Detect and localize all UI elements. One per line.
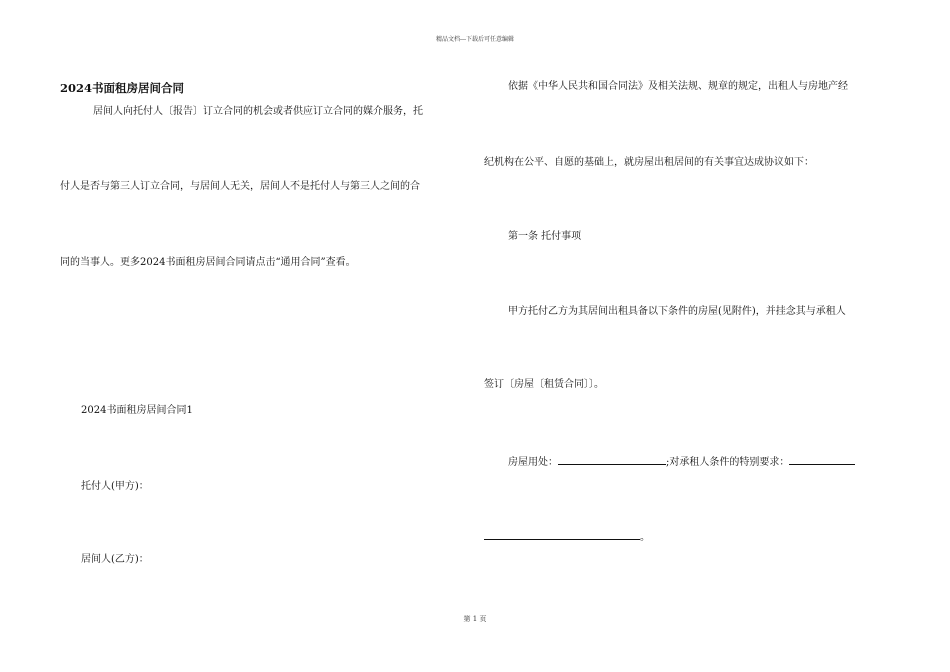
end-mark: 。	[640, 532, 650, 543]
usage-label: 房屋用处：	[508, 457, 558, 468]
basis-line-1: 依据《中华人民共和国合同法》及相关法规、规章的规定，出租人与房地产经	[508, 81, 848, 92]
basis-line-2: 纪机构在公平、自愿的基础上，就房屋出租居间的有关事宜达成协议如下：	[484, 157, 814, 168]
requirement-blank-field-2[interactable]	[484, 530, 640, 540]
requirement-blank-field-1[interactable]	[789, 455, 855, 465]
usage-line	[508, 455, 855, 470]
intro-paragraph-line-3: 同的当事人。更多2024书面租房居间合同请点击“通用合同”查看。	[60, 257, 356, 268]
page-number: 第 1 页	[463, 615, 487, 623]
document-title: 2024书面租房居间合同	[60, 81, 185, 95]
article-1-line-1: 甲方托付乙方为其居间出租具备以下条件的房屋(见附件)，并挂念其与承租人	[508, 306, 846, 317]
contract-heading: 2024书面租房居间合同1	[81, 405, 193, 416]
intro-paragraph-line-2: 付人是否与第三人订立合同，与居间人无关，居间人不是托付人与第三人之间的合	[60, 181, 420, 192]
header-note: 精品文档---下载后可任意编辑	[435, 36, 515, 43]
usage-blank-field[interactable]	[558, 455, 666, 465]
party-b-label: 居间人(乙方)：	[81, 554, 149, 565]
article-1-line-2: 签订〔房屋〔租赁合同〕〕。	[484, 379, 604, 390]
article-1-title: 第一条 托付事项	[508, 231, 582, 242]
party-a-label: 托付人(甲方)：	[81, 481, 149, 492]
requirement-label: ;对承租人条件的特别要求：	[666, 457, 790, 468]
requirement-continuation-line	[484, 530, 650, 545]
intro-paragraph-line-1: 居间人向托付人〔报告〕订立合同的机会或者供应订立合同的媒介服务，托	[93, 106, 423, 117]
